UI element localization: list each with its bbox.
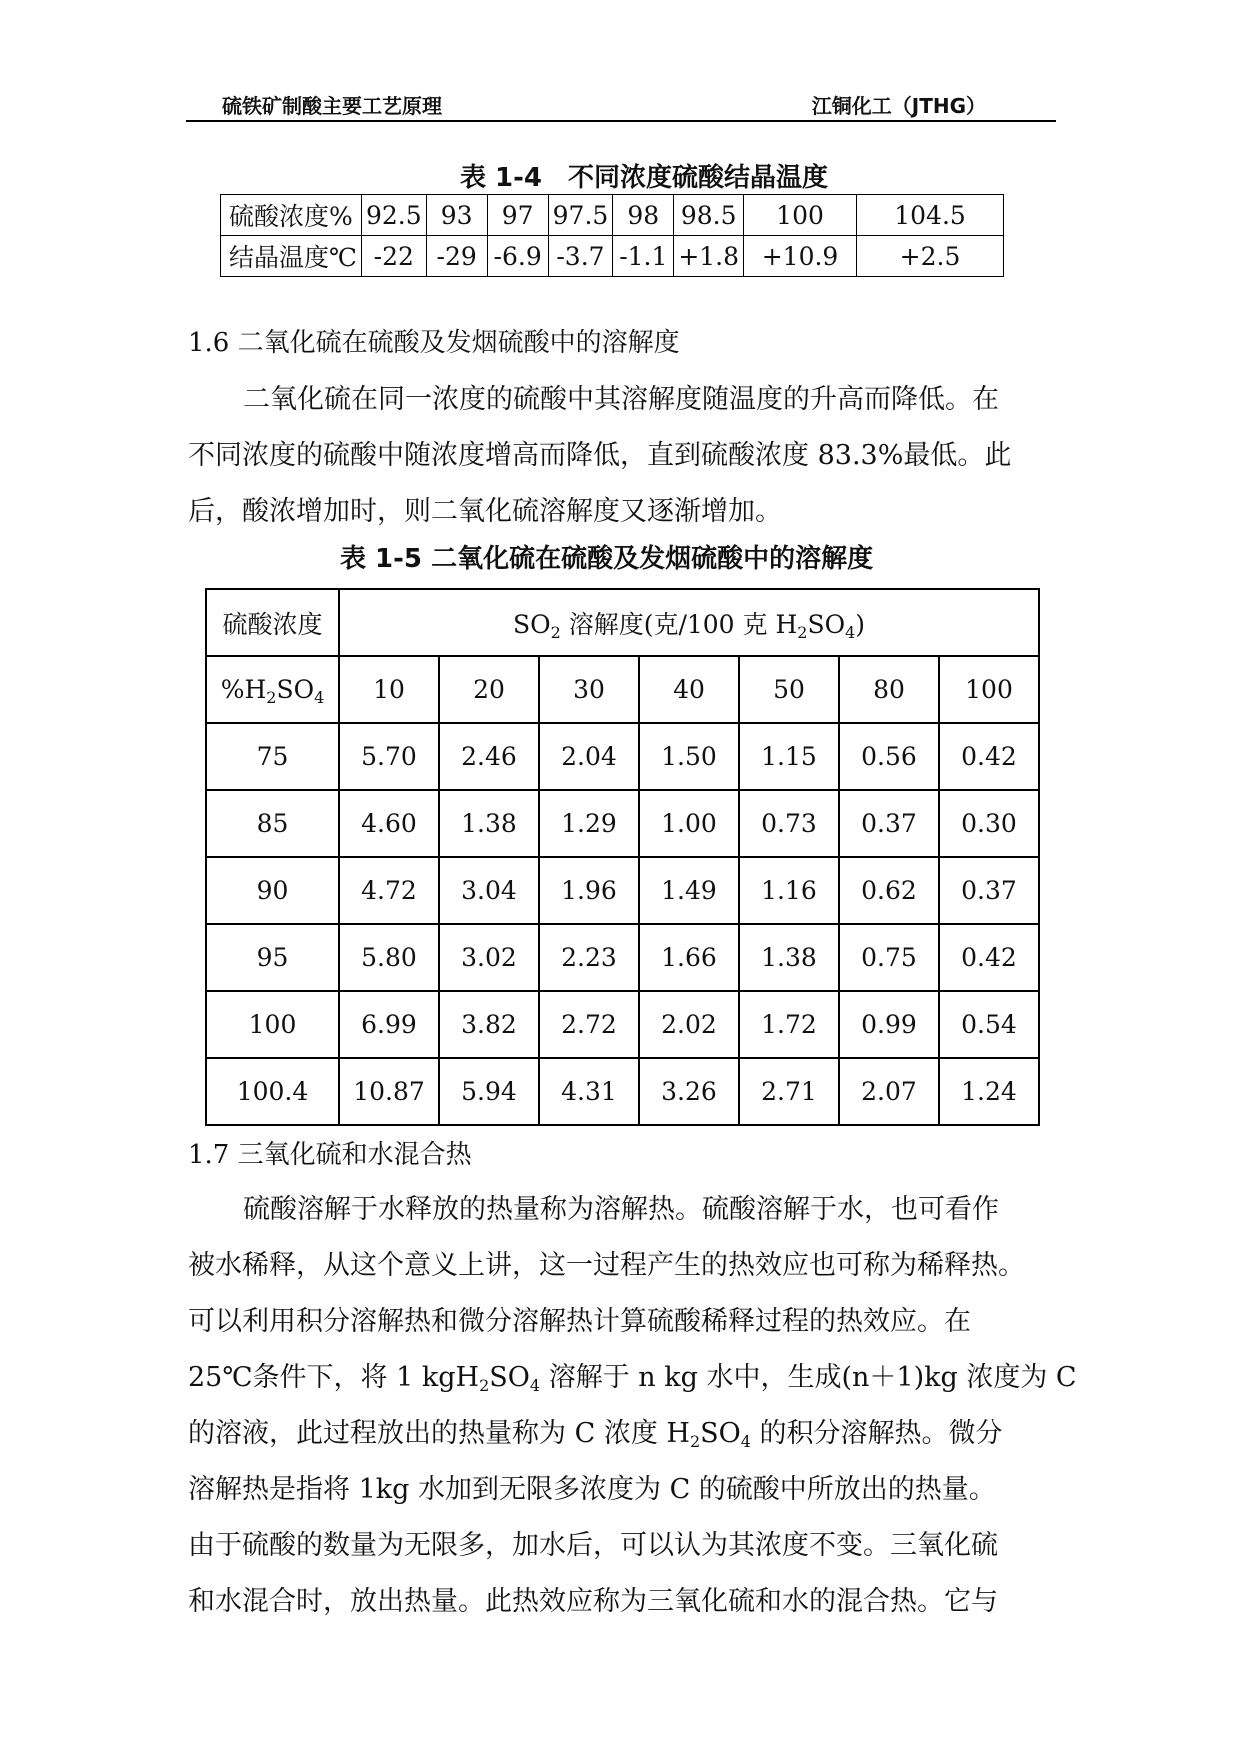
header-company: 江铜化工（JTHG） bbox=[811, 94, 986, 118]
table-cell: -29 bbox=[426, 236, 487, 277]
table-cell: 3.82 bbox=[439, 991, 539, 1058]
paragraph-line: 硫酸溶解于水释放的热量称为溶解热。硫酸溶解于水，也可看作 bbox=[243, 1194, 999, 1225]
table-cell: +2.5 bbox=[857, 236, 1004, 277]
table-cell: 0.42 bbox=[939, 723, 1039, 790]
temperature-header: 30 bbox=[539, 656, 639, 723]
subscript: 4 bbox=[529, 1376, 541, 1395]
header-text: SO bbox=[807, 609, 846, 639]
table-1-5 bbox=[205, 588, 1040, 1126]
table-row bbox=[221, 236, 1004, 277]
row-label-crystallization-temp: 结晶温度℃ bbox=[221, 236, 362, 277]
table-cell: -1.1 bbox=[613, 236, 674, 277]
table-1-4-caption: 表 1-4 不同浓度硫酸结晶温度 bbox=[460, 163, 829, 193]
paragraph-line: 二氧化硫在同一浓度的硫酸中其溶解度随温度的升高而降低。在 bbox=[243, 384, 999, 415]
paragraph-line: 由于硫酸的数量为无限多，加水后，可以认为其浓度不变。三氧化硫 bbox=[188, 1530, 998, 1561]
table-cell: 4.72 bbox=[339, 857, 439, 924]
temperature-header: 80 bbox=[839, 656, 939, 723]
table-cell: 4.31 bbox=[539, 1058, 639, 1125]
paragraph-line: 后，酸浓增加时，则二氧化硫溶解度又逐渐增加。 bbox=[188, 496, 782, 527]
table-cell: 3.04 bbox=[439, 857, 539, 924]
header-text: 溶解度(克/100 克 H bbox=[560, 609, 798, 639]
table-cell: 0.62 bbox=[839, 857, 939, 924]
text-run: 的溶液，此过程放出的热量称为 C 浓度 H bbox=[188, 1418, 690, 1449]
table-cell: -22 bbox=[361, 236, 426, 277]
paragraph-line bbox=[188, 1350, 1077, 1406]
text-run: 的积分溶解热。微分 bbox=[750, 1418, 1003, 1449]
header-text: SO bbox=[512, 609, 551, 639]
subscript: 4 bbox=[740, 1432, 751, 1451]
table-cell: 0.99 bbox=[839, 991, 939, 1058]
temperature-header: 20 bbox=[439, 656, 539, 723]
table-cell: 97 bbox=[487, 195, 548, 236]
table-cell: 0.37 bbox=[939, 857, 1039, 924]
paragraph-line bbox=[188, 1406, 1058, 1462]
table-cell: 0.75 bbox=[839, 924, 939, 991]
table-cell: 1.00 bbox=[639, 790, 739, 857]
table-1-4 bbox=[220, 194, 1004, 277]
table-cell: 1.66 bbox=[639, 924, 739, 991]
header-text: ) bbox=[855, 609, 866, 639]
table-cell: 100 bbox=[744, 195, 857, 236]
table-cell: 1.16 bbox=[739, 857, 839, 924]
text-run: SO bbox=[700, 1418, 741, 1449]
text-run: 溶解于 n kg 水中，生成(n＋1)kg 浓度为 C bbox=[540, 1362, 1077, 1393]
table-cell: 97.5 bbox=[548, 195, 613, 236]
table-cell: 2.04 bbox=[539, 723, 639, 790]
temperature-header: 10 bbox=[339, 656, 439, 723]
section-1-7-paragraph bbox=[188, 1182, 1077, 1630]
table-cell: +1.8 bbox=[674, 236, 744, 277]
table-cell: 3.02 bbox=[439, 924, 539, 991]
table-1-5-caption: 表 1-5 二氧化硫在硫酸及发烟硫酸中的溶解度 bbox=[340, 544, 874, 574]
section-1-6-paragraph bbox=[188, 372, 1058, 540]
table-cell: 98 bbox=[613, 195, 674, 236]
table-cell: 5.80 bbox=[339, 924, 439, 991]
table-row bbox=[221, 195, 1004, 236]
table-cell: 2.46 bbox=[439, 723, 539, 790]
table-cell: 92.5 bbox=[361, 195, 426, 236]
table-cell: 4.60 bbox=[339, 790, 439, 857]
header-text: %H bbox=[220, 675, 267, 704]
table-header-row bbox=[206, 589, 1039, 656]
paragraph-line: 不同浓度的硫酸中随浓度增高而降低，直到硫酸浓度 83.3%最低。此 bbox=[188, 440, 1012, 471]
paragraph-line: 和水混合时，放出热量。此热效应称为三氧化硫和水的混合热。它与 bbox=[188, 1586, 998, 1617]
table-header-row bbox=[206, 656, 1039, 723]
row-label-concentration: 硫酸浓度% bbox=[221, 195, 362, 236]
table-cell: 0.30 bbox=[939, 790, 1039, 857]
row-concentration: 100.4 bbox=[206, 1058, 339, 1125]
table-cell: 93 bbox=[426, 195, 487, 236]
paragraph-line: 被水稀释，从这个意义上讲，这一过程产生的热效应也可称为稀释热。 bbox=[188, 1250, 1025, 1281]
table-cell: 2.23 bbox=[539, 924, 639, 991]
text-run: 25℃条件下，将 1 kgH bbox=[188, 1362, 480, 1393]
column-header-concentration: 硫酸浓度 bbox=[206, 589, 339, 656]
table-cell: 0.56 bbox=[839, 723, 939, 790]
table-cell: 1.50 bbox=[639, 723, 739, 790]
table-cell: 2.72 bbox=[539, 991, 639, 1058]
table-cell: -3.7 bbox=[548, 236, 613, 277]
header-title: 硫铁矿制酸主要工艺原理 bbox=[222, 94, 442, 118]
row-concentration: 100 bbox=[206, 991, 339, 1058]
paragraph-line: 溶解热是指将 1kg 水加到无限多浓度为 C 的硫酸中所放出的热量。 bbox=[188, 1474, 996, 1505]
subscript: 2 bbox=[479, 1376, 490, 1395]
table-cell: 1.15 bbox=[739, 723, 839, 790]
temperature-header: 40 bbox=[639, 656, 739, 723]
table-row bbox=[206, 991, 1039, 1058]
column-header-unit bbox=[206, 656, 339, 723]
table-cell: 98.5 bbox=[674, 195, 744, 236]
subscript: 2 bbox=[797, 622, 808, 642]
table-cell: 5.94 bbox=[439, 1058, 539, 1125]
table-row bbox=[206, 1058, 1039, 1125]
table-row bbox=[206, 924, 1039, 991]
table-cell: 0.37 bbox=[839, 790, 939, 857]
table-cell: 1.38 bbox=[739, 924, 839, 991]
table-cell: -6.9 bbox=[487, 236, 548, 277]
table-cell: 104.5 bbox=[857, 195, 1004, 236]
text-run: SO bbox=[489, 1362, 530, 1393]
table-cell: 2.07 bbox=[839, 1058, 939, 1125]
table-cell: 0.73 bbox=[739, 790, 839, 857]
subscript: 4 bbox=[314, 688, 325, 707]
subscript: 2 bbox=[550, 622, 561, 642]
temperature-header: 50 bbox=[739, 656, 839, 723]
table-cell: 1.49 bbox=[639, 857, 739, 924]
table-cell: 1.29 bbox=[539, 790, 639, 857]
subscript: 4 bbox=[845, 622, 856, 642]
table-row bbox=[206, 790, 1039, 857]
table-cell: 6.99 bbox=[339, 991, 439, 1058]
column-header-solubility bbox=[339, 589, 1039, 656]
table-cell: 1.96 bbox=[539, 857, 639, 924]
table-cell: 2.02 bbox=[639, 991, 739, 1058]
table-cell: 0.54 bbox=[939, 991, 1039, 1058]
table-row bbox=[206, 857, 1039, 924]
subscript: 2 bbox=[266, 688, 277, 707]
row-concentration: 85 bbox=[206, 790, 339, 857]
table-cell: 1.72 bbox=[739, 991, 839, 1058]
page-header bbox=[186, 88, 1056, 122]
table-cell: 5.70 bbox=[339, 723, 439, 790]
row-concentration: 75 bbox=[206, 723, 339, 790]
table-cell: +10.9 bbox=[744, 236, 857, 277]
table-cell: 2.71 bbox=[739, 1058, 839, 1125]
temperature-header: 100 bbox=[939, 656, 1039, 723]
header-text: SO bbox=[276, 675, 315, 704]
table-cell: 1.38 bbox=[439, 790, 539, 857]
table-row bbox=[206, 723, 1039, 790]
table-cell: 0.42 bbox=[939, 924, 1039, 991]
table-cell: 3.26 bbox=[639, 1058, 739, 1125]
row-concentration: 95 bbox=[206, 924, 339, 991]
section-1-6-heading: 1.6 二氧化硫在硫酸及发烟硫酸中的溶解度 bbox=[188, 328, 680, 358]
table-cell: 10.87 bbox=[339, 1058, 439, 1125]
subscript: 2 bbox=[689, 1432, 701, 1451]
paragraph-line: 可以利用积分溶解热和微分溶解热计算硫酸稀释过程的热效应。在 bbox=[188, 1306, 971, 1337]
row-concentration: 90 bbox=[206, 857, 339, 924]
section-1-7-heading: 1.7 三氧化硫和水混合热 bbox=[188, 1140, 472, 1170]
table-cell: 1.24 bbox=[939, 1058, 1039, 1125]
